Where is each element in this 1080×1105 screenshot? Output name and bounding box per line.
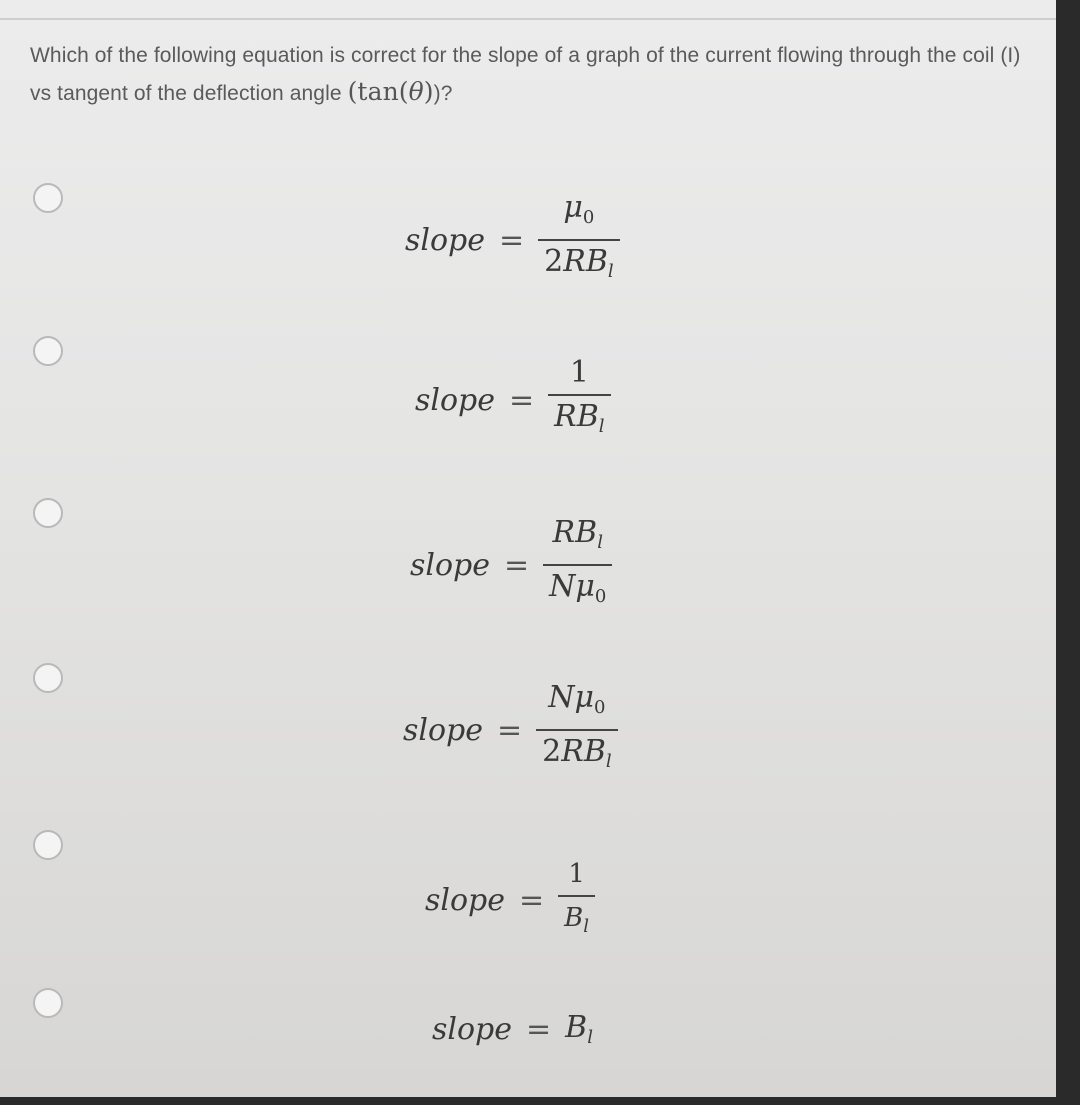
answer-option-4[interactable] [0,660,1056,780]
equation-lhs: slope [403,712,484,748]
question-body: Which of the following equation is correct for the slope of a graph of the current flowing through the coil (I) vs tangent of the deflection angle [30,44,1021,105]
numerator: 1 [568,859,585,889]
question-text: Which of the following equation is correct for the slope of a graph of the current flowing through the coil (I) vs tangent of the deflection angle (tan(θ))? [30,44,1021,106]
numerator: $N\mu_0$ [548,680,606,718]
equals-sign: = [509,382,535,418]
equation-3 [410,515,612,615]
radio-button-6[interactable] [33,988,63,1018]
equation-4 [403,680,618,780]
fraction [558,856,595,945]
equation-lhs: slope [410,547,491,583]
equation-rhs: $B_l$ [565,1010,593,1048]
denominator: $2RB_l$ [542,734,612,772]
fraction [548,355,610,445]
equation-lhs: slope [405,222,486,258]
answer-option-1[interactable] [0,170,1056,290]
numerator: $RB_l$ [552,515,603,553]
fraction-bar [558,895,595,897]
answer-option-5[interactable] [0,828,1056,948]
numerator: 1 [569,355,589,390]
fraction [538,190,620,290]
radio-button-3[interactable] [33,498,63,528]
equals-sign: = [526,1011,552,1047]
radio-button-2[interactable] [33,336,63,366]
denominator: $B_l$ [564,903,590,937]
equation-2 [415,355,611,445]
equation-5 [425,856,595,945]
radio-button-5[interactable] [33,830,63,860]
equation-lhs: slope [432,1011,513,1047]
radio-button-4[interactable] [33,663,63,693]
denominator: $RB_l$ [554,399,605,437]
denominator: $N\mu_0$ [549,569,607,607]
equation-1 [405,190,620,290]
equals-sign: = [497,712,523,748]
equation-lhs: slope [425,883,506,918]
answer-option-2[interactable] [0,333,1056,453]
fraction-bar [548,394,610,396]
radio-button-1[interactable] [33,183,63,213]
equals-sign: = [519,883,545,918]
answer-option-6[interactable] [0,985,1056,1105]
top-divider [0,18,1056,20]
question-math: (tan(θ) [347,77,434,106]
fraction-bar [536,729,618,731]
equals-sign: = [499,222,525,258]
fraction-bar [538,239,620,241]
numerator: $\mu_0$ [563,190,595,228]
fraction [543,515,612,615]
denominator: $2RB_l$ [544,244,614,282]
answer-option-3[interactable] [0,495,1056,615]
equation-6 [432,1010,593,1048]
fraction-bar [543,564,612,566]
equation-lhs: slope [415,382,496,418]
fraction [536,680,618,780]
equals-sign: = [504,547,530,583]
